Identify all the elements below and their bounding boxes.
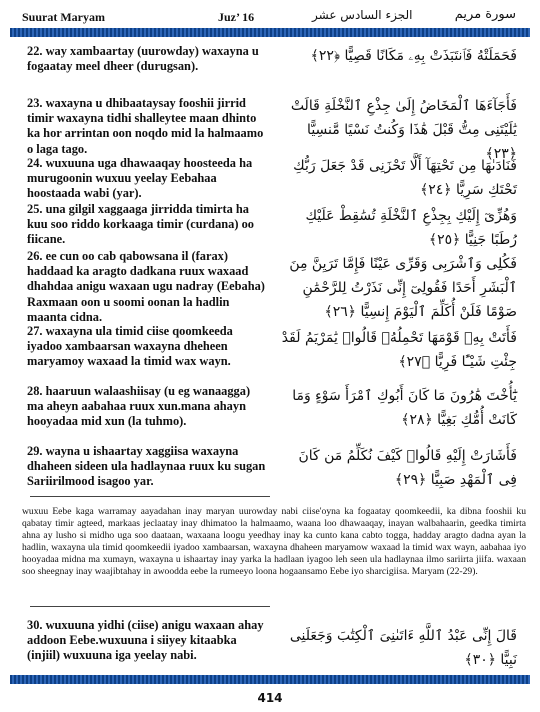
page-header [22, 6, 518, 28]
verse-24-arabic: فَنَادَىٰهَا مِن تَحْتِهَآ أَلَّا تَحْزَنِى قَدْ جَعَلَ رَبُّكِ تَحْتَكِ سَرِيًّا ﴿٢٤﴾ [293, 158, 517, 198]
verse-22-translation: 22. way xambaartay (uurowday) waxayna u fogaatay meel dheer (durugsan). [27, 44, 259, 74]
verse-23-arabic: فَأَجَآءَهَا ٱلْمَخَاضُ إِلَىٰ جِذْعِ ٱلنَّخْلَةِ قَالَتْ يَٰلَيْتَنِى مِتُّ قَبْلَ هَٰذَا وَكُنتُ نَسْيًا مَّنسِيًّا ﴿٢٣﴾ [290, 98, 517, 162]
verse-28-arabic: يَٰٓأُخْتَ هَٰرُونَ مَا كَانَ أَبُوكِ ٱمْرَأَ سَوْءٍ وَمَا كَانَتْ أُمُّكِ بَغِيًّا ﴿٢٨﴾ [292, 388, 517, 428]
verse-27-arabic: فَأَتَتْ بِهِۦ قَوْمَهَا تَحْمِلُهُۥ قَالُوا۟ يَٰمَرْيَمُ لَقَدْ جِئْتِ شَيْـًٔا فَرِيًّا ﴿٢٧﴾ [281, 330, 517, 370]
verse-25-translation: 25. una gilgil xaggaaga jirridda timirta ha kuu soo riddo korkaaga timir (curdana) oo fiicane. [27, 202, 254, 247]
commentary-paragraph: wuxuu Eebe kaga warramay aayadahan inay maryan uurowday nabi ciise'oyna ka fogaatay qoomkeedii, ka dibna fooshii ku qabatay timir agteed, markaas jeclaatay inay dhimatoo la halmaamo, waana loo dhawaaqay, inayan walbahaarin, geedka timirta ahna ay lusho si midho uga soo daataan, waxaana loogu yeedhay inay ka cunto kana cabto togga, hadday aragto dadna ayan la hadlin, waxayna ula timid qoomkeedii iyadoo xambaarsan, waxayna dhaheen maryamow waxaad la timid wax wayn, aabahaa iyo hooyadaa midna ma xumayn, waxayna u ishaartay inay yarka la hadlaan iyagoo leh seen ula hadlaynaa ilmo sariirta jiifa. waxaan soo sheegnay inay waajibtahay in awoodda eebe la rumeeyo loona hogaansamo Eebe iyo sharcigiisa. Maryam (22-29). [22, 506, 526, 577]
verse-23-translation: 23. waxayna u dhibaataysay fooshii jirrid timir waxayna tidhi shalleytee maan dhinto ka hor arrintan oon noqdo mid la halmaamo o laga tago. [27, 96, 264, 156]
surah-title: Suurat Maryam [22, 10, 105, 24]
verse-25-arabic: وَهُزِّىٓ إِلَيْكِ بِجِذْعِ ٱلنَّخْلَةِ تُسَٰقِطْ عَلَيْكِ رُطَبًا جَنِيًّا ﴿٢٥﴾ [305, 208, 517, 248]
arabic-surah-calligraphy: سورة مريم [454, 7, 516, 22]
footnote-divider [30, 606, 270, 607]
page-number: 414 [257, 691, 283, 705]
verse-28-translation: 28. haaruun walaashiisay (u eg wanaagga) ma aheyn aabahaa ruux xun.mana ahayn hooyadaa mid xun (la tuhmo). [27, 384, 251, 429]
verse-26-arabic: فَكُلِى وَٱشْرَبِى وَقَرِّى عَيْنًا فَإِمَّا تَرَيِنَّ مِنَ ٱلْبَشَرِ أَحَدًا فَقُولِىٓ إِنِّى نَذَرْتُ لِلرَّحْمَٰنِ صَوْمًا فَلَنْ أُكَلِّمَ ٱلْيَوْمَ إِنسِيًّا ﴿٢٦﴾ [289, 256, 517, 320]
top-border-bar [10, 28, 530, 37]
section-divider [30, 496, 270, 497]
verse-24-translation: 24. wuxuuna uga dhawaaqay hoosteeda ha murugoonin wuxuu yeelay Eebahaa hoostaada wabi (yar). [27, 156, 253, 201]
verse-27-translation: 27. waxayna ula timid ciise qoomkeeda iyadoo xambaarsan waxayna dheheen maryamoy waxaad la timid wax wayn. [27, 324, 233, 369]
bottom-border-bar [10, 675, 530, 684]
verse-29-translation: 29. wayna u ishaartay xaggiisa waxayna dhaheen sideen ula hadlaynaa ruux ku sugan Sariirilmood isagoo yar. [27, 444, 266, 489]
juz-label: Juz’ 16 [218, 10, 255, 24]
verse-29-arabic: فَأَشَارَتْ إِلَيْهِ قَالُوا۟ كَيْفَ نُكَلِّمُ مَن كَانَ فِى ٱلْمَهْدِ صَبِيًّا ﴿٢٩﴾ [298, 448, 517, 488]
verse-30-translation: 30. wuxuuna yidhi (ciise) anigu waxaan ahay addoon Eebe.wuxuuna i siiyey kitaabka (injiil) wuxuuna iga yeelay nabi. [27, 618, 264, 663]
arabic-juz-calligraphy: الجزء السادس عشر [312, 8, 413, 22]
verse-22-arabic: فَحَمَلَتْهُ فَٱنتَبَذَتْ بِهِۦ مَكَانًا قَصِيًّا ﴿٢٢﴾ [310, 48, 517, 64]
verse-26-translation: 26. ee cun oo cab qabowsana il (farax) haddaad ka aragto dadkana ruux waxaad dhahdaa anigu waxaan ugu nadray (Eebaha) Raxmaan oon u soomi oonan la hadlin maanta cidna. [27, 249, 265, 324]
verse-30-arabic: قَالَ إِنِّى عَبْدُ ٱللَّهِ ءَاتَىٰنِىَ ٱلْكِتَٰبَ وَجَعَلَنِى نَبِيًّا ﴿٣٠﴾ [289, 628, 517, 668]
